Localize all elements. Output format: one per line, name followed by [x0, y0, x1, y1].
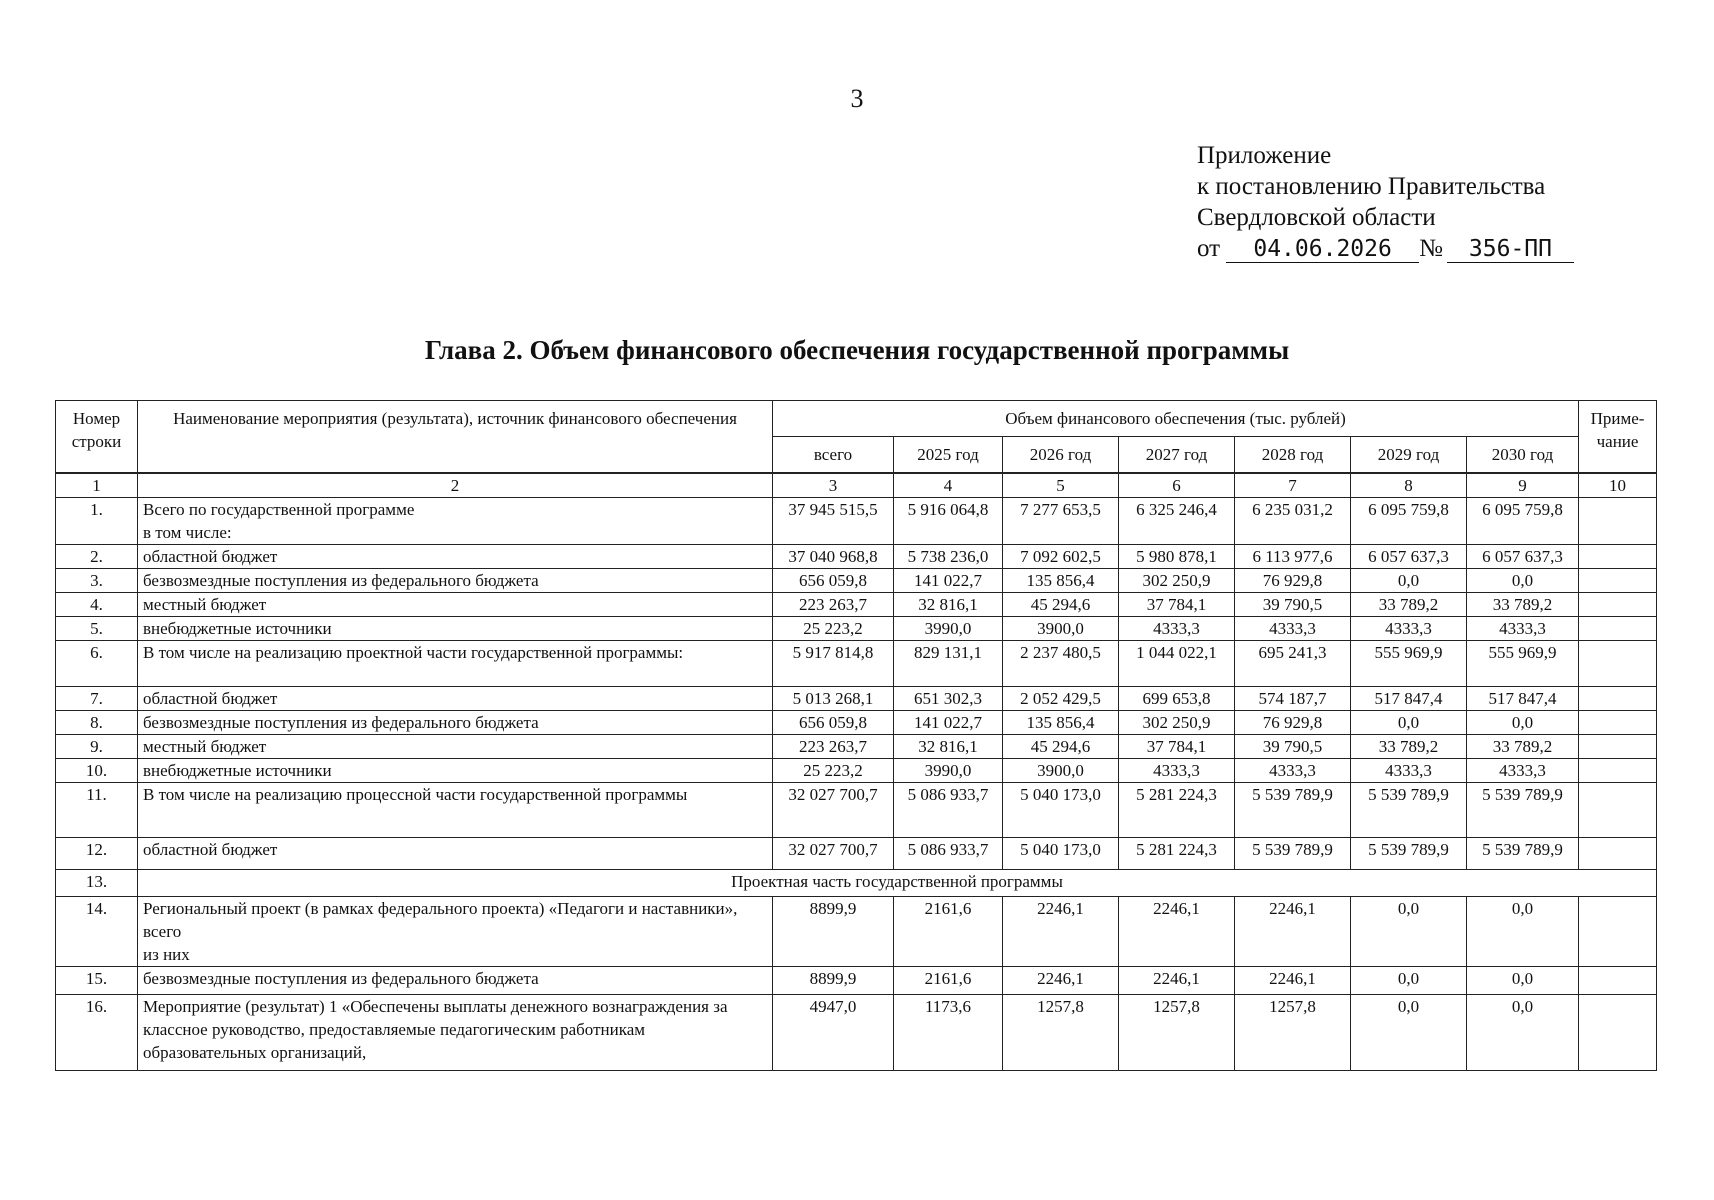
value-y2028: 6 113 977,6 [1235, 544, 1351, 568]
value-y2028: 2246,1 [1235, 966, 1351, 994]
row-number: 10. [56, 758, 138, 782]
column-number: 8 [1351, 473, 1467, 498]
value-y2025: 141 022,7 [894, 568, 1003, 592]
value-y2029: 0,0 [1351, 896, 1467, 966]
value-total: 8899,9 [773, 966, 894, 994]
value-y2028: 1257,8 [1235, 994, 1351, 1070]
value-y2029: 4333,3 [1351, 758, 1467, 782]
row-note [1579, 710, 1657, 734]
value-y2025: 141 022,7 [894, 710, 1003, 734]
table-row [56, 837, 1657, 869]
financing-table [55, 400, 1657, 1071]
value-y2030: 6 095 759,8 [1467, 497, 1579, 544]
column-number: 2 [138, 473, 773, 498]
row-name: В том числе на реализацию процессной части государственной программы [138, 782, 773, 837]
column-number: 4 [894, 473, 1003, 498]
value-y2030: 33 789,2 [1467, 734, 1579, 758]
row-note [1579, 686, 1657, 710]
header-note: Приме-чание [1579, 401, 1657, 473]
row-name: Мероприятие (результат) 1 «Обеспечены выплаты денежного вознаграждения за классное руководство, предоставляемые педагогическим работникам образовательных организаций, [138, 994, 773, 1070]
value-y2025: 3990,0 [894, 758, 1003, 782]
value-y2027: 5 980 878,1 [1119, 544, 1235, 568]
value-y2027: 302 250,9 [1119, 568, 1235, 592]
value-y2029: 5 539 789,9 [1351, 837, 1467, 869]
header-2027: 2027 год [1119, 437, 1235, 473]
value-y2027: 5 281 224,3 [1119, 837, 1235, 869]
column-number: 1 [56, 473, 138, 498]
value-y2026: 2 052 429,5 [1003, 686, 1119, 710]
row-number: 7. [56, 686, 138, 710]
row-number: 3. [56, 568, 138, 592]
row-note [1579, 758, 1657, 782]
value-y2029: 33 789,2 [1351, 592, 1467, 616]
value-total: 656 059,8 [773, 710, 894, 734]
row-note [1579, 994, 1657, 1070]
table-row [56, 544, 1657, 568]
table-row [56, 686, 1657, 710]
value-y2026: 1257,8 [1003, 994, 1119, 1070]
table-row [56, 782, 1657, 837]
row-name: областной бюджет [138, 686, 773, 710]
value-y2028: 5 539 789,9 [1235, 837, 1351, 869]
value-y2028: 39 790,5 [1235, 734, 1351, 758]
value-total: 25 223,2 [773, 616, 894, 640]
header-2029: 2029 год [1351, 437, 1467, 473]
row-note [1579, 782, 1657, 837]
value-y2030: 4333,3 [1467, 758, 1579, 782]
appendix-block [1197, 140, 1574, 264]
value-y2025: 32 816,1 [894, 592, 1003, 616]
table-row [56, 568, 1657, 592]
value-y2025: 1173,6 [894, 994, 1003, 1070]
column-number: 5 [1003, 473, 1119, 498]
value-total: 223 263,7 [773, 592, 894, 616]
value-y2025: 829 131,1 [894, 640, 1003, 686]
value-y2028: 76 929,8 [1235, 710, 1351, 734]
row-name: Всего по государственной программе в том числе: [138, 497, 773, 544]
value-y2028: 574 187,7 [1235, 686, 1351, 710]
value-y2025: 5 738 236,0 [894, 544, 1003, 568]
value-y2027: 37 784,1 [1119, 592, 1235, 616]
value-y2030: 5 539 789,9 [1467, 782, 1579, 837]
value-y2029: 4333,3 [1351, 616, 1467, 640]
value-total: 32 027 700,7 [773, 837, 894, 869]
row-number: 16. [56, 994, 138, 1070]
value-y2027: 699 653,8 [1119, 686, 1235, 710]
row-note [1579, 616, 1657, 640]
value-y2029: 0,0 [1351, 710, 1467, 734]
value-total: 37 040 968,8 [773, 544, 894, 568]
row-note [1579, 966, 1657, 994]
appendix-line-3: Свердловской области [1197, 204, 1436, 231]
table-row [56, 616, 1657, 640]
value-y2028: 39 790,5 [1235, 592, 1351, 616]
header-2025: 2025 год [894, 437, 1003, 473]
header-volume: Объем финансового обеспечения (тыс. рублей) [773, 401, 1579, 437]
row-name: В том числе на реализацию проектной части государственной программы: [138, 640, 773, 686]
value-y2028: 4333,3 [1235, 758, 1351, 782]
value-y2026: 45 294,6 [1003, 734, 1119, 758]
chapter-title: Глава 2. Объем финансового обеспечения государственной программы [424, 335, 1290, 365]
row-number: 2. [56, 544, 138, 568]
header-name: Наименование мероприятия (результата), источник финансового обеспечения [138, 401, 773, 473]
row-number: 11. [56, 782, 138, 837]
value-y2025: 3990,0 [894, 616, 1003, 640]
header-2028: 2028 год [1235, 437, 1351, 473]
row-name: безвозмездные поступления из федерального бюджета [138, 568, 773, 592]
row-note [1579, 837, 1657, 869]
value-y2030: 555 969,9 [1467, 640, 1579, 686]
value-y2028: 6 235 031,2 [1235, 497, 1351, 544]
value-y2027: 1 044 022,1 [1119, 640, 1235, 686]
resolution-date: 04.06.2026 [1226, 236, 1419, 263]
table-row [56, 896, 1657, 966]
value-y2026: 2 237 480,5 [1003, 640, 1119, 686]
row-name: внебюджетные источники [138, 758, 773, 782]
row-name: безвозмездные поступления из федерального бюджета [138, 966, 773, 994]
value-y2025: 651 302,3 [894, 686, 1003, 710]
table-row [56, 994, 1657, 1070]
row-note [1579, 544, 1657, 568]
row-note [1579, 497, 1657, 544]
value-y2026: 7 277 653,5 [1003, 497, 1119, 544]
page-number: 3 [850, 84, 864, 113]
value-y2027: 2246,1 [1119, 966, 1235, 994]
row-note [1579, 896, 1657, 966]
table-row [56, 592, 1657, 616]
row-name: внебюджетные источники [138, 616, 773, 640]
row-number: 8. [56, 710, 138, 734]
table-row [56, 640, 1657, 686]
value-y2026: 7 092 602,5 [1003, 544, 1119, 568]
value-y2026: 2246,1 [1003, 896, 1119, 966]
appendix-line-4 [1197, 233, 1574, 264]
value-y2029: 6 057 637,3 [1351, 544, 1467, 568]
value-y2030: 517 847,4 [1467, 686, 1579, 710]
row-name: безвозмездные поступления из федерального бюджета [138, 710, 773, 734]
table-row [56, 758, 1657, 782]
row-number: 13. [56, 869, 138, 896]
value-total: 656 059,8 [773, 568, 894, 592]
value-y2026: 2246,1 [1003, 966, 1119, 994]
value-y2027: 6 325 246,4 [1119, 497, 1235, 544]
value-total: 223 263,7 [773, 734, 894, 758]
value-y2029: 517 847,4 [1351, 686, 1467, 710]
resolution-number: 356-ПП [1447, 236, 1574, 263]
value-y2027: 5 281 224,3 [1119, 782, 1235, 837]
value-total: 37 945 515,5 [773, 497, 894, 544]
value-total: 25 223,2 [773, 758, 894, 782]
table-row [56, 497, 1657, 544]
value-y2025: 2161,6 [894, 896, 1003, 966]
value-y2027: 1257,8 [1119, 994, 1235, 1070]
value-y2025: 5 086 933,7 [894, 837, 1003, 869]
row-name: областной бюджет [138, 837, 773, 869]
row-number: 9. [56, 734, 138, 758]
value-y2030: 0,0 [1467, 568, 1579, 592]
value-y2028: 5 539 789,9 [1235, 782, 1351, 837]
row-number: 12. [56, 837, 138, 869]
appendix-line-2: к постановлению Правительства [1197, 173, 1546, 200]
section-title: Проектная часть государственной программы [138, 869, 1657, 896]
row-number: 6. [56, 640, 138, 686]
value-y2026: 5 040 173,0 [1003, 782, 1119, 837]
value-total: 5 917 814,8 [773, 640, 894, 686]
value-y2026: 45 294,6 [1003, 592, 1119, 616]
header-row-number: Номер строки [56, 401, 138, 473]
value-y2029: 5 539 789,9 [1351, 782, 1467, 837]
appendix-line-1: Приложение [1197, 142, 1332, 169]
value-y2028: 2246,1 [1235, 896, 1351, 966]
value-y2026: 135 856,4 [1003, 568, 1119, 592]
section-row [56, 869, 1657, 896]
value-y2025: 5 916 064,8 [894, 497, 1003, 544]
value-y2030: 4333,3 [1467, 616, 1579, 640]
column-numbers-row [56, 473, 1657, 498]
value-y2028: 695 241,3 [1235, 640, 1351, 686]
row-note [1579, 640, 1657, 686]
column-number: 6 [1119, 473, 1235, 498]
row-number: 1. [56, 497, 138, 544]
value-y2029: 6 095 759,8 [1351, 497, 1467, 544]
row-name: местный бюджет [138, 734, 773, 758]
value-y2030: 0,0 [1467, 710, 1579, 734]
value-y2025: 2161,6 [894, 966, 1003, 994]
from-label: от [1197, 235, 1221, 262]
column-number: 10 [1579, 473, 1657, 498]
value-y2028: 4333,3 [1235, 616, 1351, 640]
value-y2026: 135 856,4 [1003, 710, 1119, 734]
value-y2026: 5 040 173,0 [1003, 837, 1119, 869]
value-total: 4947,0 [773, 994, 894, 1070]
column-number: 3 [773, 473, 894, 498]
number-label: № [1419, 235, 1443, 262]
value-y2029: 33 789,2 [1351, 734, 1467, 758]
value-y2026: 3900,0 [1003, 758, 1119, 782]
value-y2027: 37 784,1 [1119, 734, 1235, 758]
table-row [56, 710, 1657, 734]
value-y2027: 302 250,9 [1119, 710, 1235, 734]
value-y2025: 32 816,1 [894, 734, 1003, 758]
header-total: всего [773, 437, 894, 473]
value-y2027: 2246,1 [1119, 896, 1235, 966]
row-name: местный бюджет [138, 592, 773, 616]
value-y2025: 5 086 933,7 [894, 782, 1003, 837]
row-note [1579, 592, 1657, 616]
value-total: 5 013 268,1 [773, 686, 894, 710]
row-note [1579, 734, 1657, 758]
value-y2029: 555 969,9 [1351, 640, 1467, 686]
value-y2029: 0,0 [1351, 994, 1467, 1070]
value-y2029: 0,0 [1351, 568, 1467, 592]
value-y2030: 0,0 [1467, 896, 1579, 966]
value-y2030: 0,0 [1467, 966, 1579, 994]
value-y2027: 4333,3 [1119, 758, 1235, 782]
value-total: 8899,9 [773, 896, 894, 966]
value-y2028: 76 929,8 [1235, 568, 1351, 592]
row-number: 14. [56, 896, 138, 966]
value-y2030: 0,0 [1467, 994, 1579, 1070]
header-2030: 2030 год [1467, 437, 1579, 473]
column-number: 9 [1467, 473, 1579, 498]
table-row [56, 734, 1657, 758]
value-total: 32 027 700,7 [773, 782, 894, 837]
column-number: 7 [1235, 473, 1351, 498]
row-number: 5. [56, 616, 138, 640]
row-name: областной бюджет [138, 544, 773, 568]
value-y2030: 5 539 789,9 [1467, 837, 1579, 869]
value-y2026: 3900,0 [1003, 616, 1119, 640]
row-note [1579, 568, 1657, 592]
value-y2029: 0,0 [1351, 966, 1467, 994]
value-y2030: 6 057 637,3 [1467, 544, 1579, 568]
table-row [56, 966, 1657, 994]
row-number: 4. [56, 592, 138, 616]
row-name: Региональный проект (в рамках федерального проекта) «Педагоги и наставники», всего из них [138, 896, 773, 966]
value-y2030: 33 789,2 [1467, 592, 1579, 616]
value-y2027: 4333,3 [1119, 616, 1235, 640]
header-2026: 2026 год [1003, 437, 1119, 473]
row-number: 15. [56, 966, 138, 994]
